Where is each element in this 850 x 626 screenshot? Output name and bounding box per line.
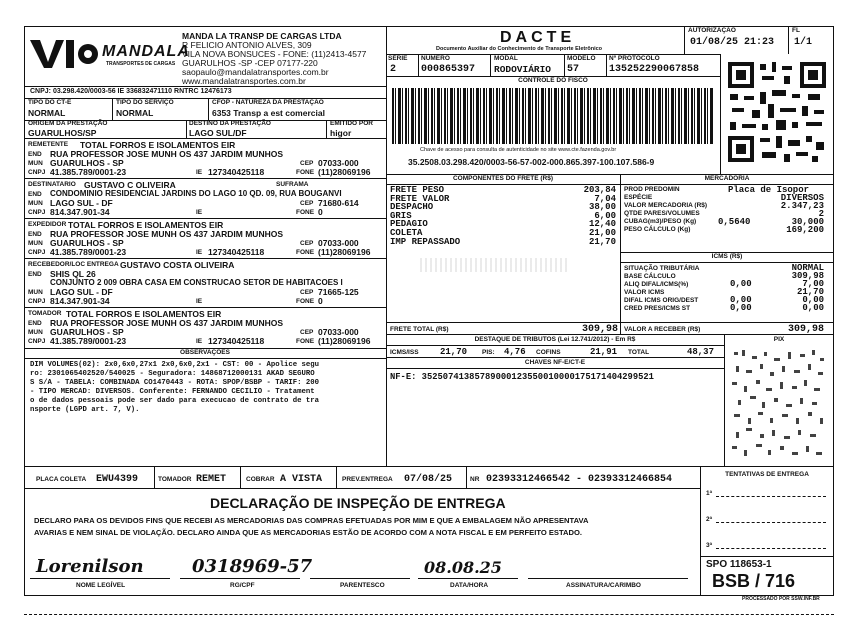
expedidor-end-label: END [28,231,42,238]
expedidor-ie-label: IE [196,249,203,256]
componente-name: FRETE PESO [390,185,445,195]
recebedor-cnpj-label: CNPJ [28,298,46,305]
barcode [392,88,714,144]
declaracao-text1: DECLARO PARA OS DEVIDOS FINS QUE RECEBI AS MERCADORIAS DAS COMPRAS EFETUADAS POR MIM E QUE A EMBALAGEM NÃO APRESENTAVA [34,516,589,525]
icmsiss-value: 21,70 [440,347,468,357]
company-name: MANDA LA TRANSP DE CARGAS LTDA [182,31,342,41]
tentativa-1-line [716,496,826,497]
valor-merc-label: VALOR MERCADORIA (R$) [624,202,708,209]
tipo-cte-label: TIPO DO CT-E [28,99,72,106]
cofins-label: COFINS [536,349,561,356]
tomador-label: TOMADOR [28,310,62,317]
cubag-label: CUBAG(m3)/PESO (Kg) [624,218,697,225]
qtde-label: QTDE PARES/VOLUMES [624,210,700,217]
destinatario-fone: 0 [318,207,323,217]
obs-line: DIM VOLUMES(02): 2x0,6x0,27x1 2x0,6x0,2x1 - CST: 00 - Apolice segu [30,361,320,369]
modal-value: RODOVIÁRIO [494,64,552,75]
expedidor-cep: 07033-000 [318,238,359,248]
origem-value: GUARULHOS/SP [28,128,97,138]
remetente-mun-label: MUN [28,160,43,167]
recebedor-fone: 0 [318,296,323,306]
obs-line: o de dados pessoais pode ser dado para execucao de contrato de tra [30,397,320,405]
especie-label: ESPÉCIE [624,194,653,201]
componente-row [390,220,616,229]
componente-value: 38,00 [588,202,616,213]
tomador-bottom-value: REMET [196,474,227,485]
dacte-subtitle: Documento Auxiliar do Conhecimento de Transporte Eletrônico [436,46,603,52]
numero-value: 000865397 [421,64,476,75]
componente-value: 12,40 [588,219,616,230]
destinatario-fone-label: FONE [296,209,315,216]
cred-label: CRED PRES/ICMS ST [624,305,691,312]
expedidor-cep-label: CEP [300,240,314,247]
recebedor-cep: 71665-125 [318,287,359,297]
obs-line: ro: 2301065402520/540025 - Seguradora: 14868712000131 AKAD SEGURO [30,370,315,378]
qr-code-icon [726,60,828,164]
tomador-name: TOTAL FORROS E ISOLAMENTOS EIR [66,309,222,319]
componente-name: PEDAGIO [390,219,428,230]
faded-stamp [420,258,570,272]
valor-merc-value: 2.347,23 [780,201,824,211]
autorizacao-label: AUTORIZAÇÃO [688,27,736,34]
cfop-value: 6353 Transp a est comercial [212,108,325,118]
recebedor-mun: LAGO SUL - DF [50,287,113,297]
placa-label: PLACA COLETA [36,476,87,483]
prod-label: PROD PREDOMIN [624,186,680,193]
spo-code: SPO 118653-1 [706,559,772,570]
modelo-label: MODELO [567,55,596,62]
rg-cpf-label: RG/CPF [230,582,255,589]
company-address2: VILA NOVA BONSUCES - FONE: (11)2413-4577 [182,49,367,59]
cred1-value: 0,00 [730,303,752,313]
componente-value: 21,00 [588,227,616,238]
tributos-label: DESTAQUE DE TRIBUTOS (Lei 12.741/2012) - Em R$ [474,336,636,343]
serie-value: 2 [390,64,397,75]
destinatario-end: CONDOMINIO RESIDENCIAL JARDINS DO LAGO 10 QD. 09, RUA BOUGANVI [50,189,342,198]
expedidor-mun-label: MUN [28,240,43,247]
prev-entrega-label: PREV.ENTREGA [342,476,393,483]
modelo-value: 57 [567,64,580,75]
tomador-fone: (11)28069196 [318,336,371,346]
nome-legivel-label: NOME LEGÍVEL [76,582,126,589]
expedidor-cnpj: 41.385.789/0001-23 [50,247,127,257]
signature-date: 08.08.25 [424,558,502,577]
base-value: 309,98 [791,271,824,281]
controle-fisco-label: CONTROLE DO FISCO [518,77,588,84]
remetente-end-label: END [28,151,42,158]
recebedor-end2: CONJUNTO 2 009 OBRA CASA EM CONSTRUCAO SETOR DE HABITACOES I [50,278,343,287]
company-email: saopaulo@mandalatransportes.com.br [182,67,329,77]
frete-total-value: 309,98 [581,324,618,335]
expedidor-ie: 127340425118 [208,247,265,257]
componente-row [390,238,616,247]
expedidor-fone: (11)28069196 [318,247,371,257]
obs-line: - TIPO MERCAD: DIVERSOS. Conferente: FERNANDO CECILIO - Tratament [30,388,315,396]
nr-value: 02393312466542 - 02393312466854 [486,474,673,485]
company-site: www.mandalatransportes.com.br [182,76,306,86]
destinatario-cep: 71680-614 [318,198,359,208]
observacoes-text [30,361,386,415]
fl-label: FL [792,27,800,34]
componentes-label: COMPONENTES DO FRETE (R$) [452,175,554,182]
tomador-end: RUA PROFESSOR JOSE MUNH OS 437 JARDIM MUNHOS [50,318,283,328]
cubag-value: 0,5640 [718,217,751,227]
tomador-cnpj: 41.385.789/0001-23 [50,336,127,346]
remetente-fone-label: FONE [296,169,315,176]
data-hora-label: DATA/HORA [450,582,489,589]
logo-text: MANDALA [102,43,190,60]
company-logo [28,36,190,70]
aliq-difal-value: 0,00 [730,279,752,289]
componente-name: GRIS [390,210,412,221]
expedidor-name: TOTAL FORROS E ISOLAMENTOS EIR [68,220,224,230]
pix-qr-icon [730,348,828,462]
difal2-value: 0,00 [802,295,824,305]
tomador-mun: GUARULHOS - SP [50,327,124,337]
destinatario-end-label: END [28,191,42,198]
parentesco-label: PARENTESCO [340,582,385,589]
tributos-total-value: 48,37 [686,347,714,357]
remetente-cep: 07033-000 [318,158,359,168]
tomador-mun-label: MUN [28,329,43,336]
expedidor-end: RUA PROFESSOR JOSE MUNH OS 437 JARDIM MUNHOS [50,229,283,239]
recebedor-label: RECEBEDOR/LOC ENTREGA [28,261,119,268]
cobrar-value: A VISTA [280,474,323,485]
remetente-cnpj: 41.385.789/0001-23 [50,167,127,177]
emitido-label: EMITIDO POR [330,120,373,127]
pix-qr-code [730,348,828,462]
componente-name: FRETE VALOR [390,193,450,204]
chaves-label: CHAVES NF-E/CT-E [524,359,586,366]
prev-entrega-value: 07/08/25 [404,474,453,485]
recebedor-cep-label: CEP [300,289,314,296]
signature-name: Lorenilson [36,556,144,577]
destinatario-name: GUSTAVO C OLIVEIRA [84,180,176,190]
difal1-value: 0,00 [730,295,752,305]
componente-name: IMP REPASSADO [390,236,461,247]
obs-line: S S/A - TABELA: COMBINADA CO1470443 - ROTA: SPOP/BSBP - TARIF: 200 [30,379,320,387]
tributos-total-label: TOTAL [628,349,650,356]
recebedor-cnpj: 814.347.901-34 [50,296,110,306]
destinatario-ie-label: IE [196,209,203,216]
obs-line: nsporte (LGPD art. 7, V). [30,406,140,414]
remetente-ie: 127340425118 [208,167,265,177]
cred2-value: 0,00 [802,303,824,313]
tentativa-3: 3ª [706,542,713,549]
componente-value: 6,00 [594,210,616,221]
recebedor-ie-label: IE [196,298,203,305]
observacoes-label: OBSERVAÇÕES [180,349,230,356]
nfe-key: NF-E: 35250741385789000123550010000175171404299521 [390,372,654,382]
chave-value: 35.2508.03.298.420/0003-56-57-002-000.865.397-100.107.586-9 [408,157,655,167]
tomador-bottom-label: TOMADOR [158,476,192,483]
tipo-servico-label: TIPO DO SERVIÇO [116,99,174,106]
tentativas-label: TENTATIVAS DE ENTREGA [725,471,809,478]
componente-value: 203,84 [583,185,616,195]
componente-row [390,203,616,212]
protocolo-label: Nº PROTOCOLO [609,55,660,62]
destinatario-cnpj-label: CNPJ [28,209,46,216]
destinatario-mun: LAGO SUL - DF [50,198,113,208]
expedidor-cnpj-label: CNPJ [28,249,46,256]
icms-label: ICMS (R$) [711,253,743,260]
icmsiss-label: ICMS/ISS [390,349,419,356]
componente-name: DESPACHO [390,202,434,213]
componentes-list [390,186,616,246]
numero-label: NUMERO [421,55,450,62]
destinatario-mun-label: MUN [28,200,43,207]
company-address1: R FELICIO ANTONIO ALVES, 309 [182,40,312,50]
pis-label: PIS: [482,349,495,356]
tomador-fone-label: FONE [296,338,315,345]
cobrar-label: COBRAR [246,476,275,483]
tentativa-2-line [716,522,826,523]
recebedor-name: GUSTAVO COSTA OLIVEIRA [120,260,235,270]
remetente-end: RUA PROFESSOR JOSE MUNH OS 437 JARDIM MUNHOS [50,149,283,159]
tentativa-1: 1ª [706,490,713,497]
recebedor-end: SHIS QL 26 [50,269,96,279]
expedidor-label: EXPEDIDOR [28,221,67,228]
protocolo-value: 135252290067858 [609,64,700,75]
valor-icms-label: VALOR ICMS [624,289,665,296]
nr-label: NR [470,476,480,483]
especie-value: DIVERSOS [780,193,824,203]
logo-sub: TRANSPORTES DE CARGAS [106,61,176,67]
recebedor-mun-label: MUN [28,289,43,296]
processado-label: PROCESSADO POR SSW.INF.BR [742,596,820,602]
mercadoria-label: MERCADORIA [704,175,750,182]
remetente-ie-label: IE [196,169,203,176]
tomador-cep-label: CEP [300,329,314,336]
dacte-title: DACTE [500,29,576,46]
receber-value: 309,98 [787,324,824,335]
declaracao-text2: AVARIAS E NEM SINAL DE VIOLAÇÃO. DECLARO AINDA QUE AS MERCADORIAS ESTÃO DE ACORDO COM A NOTA FISCAL E EM PERFEITO ESTADO. [34,528,583,537]
difal-label: DIFAL ICMS ORIG/DEST [624,297,699,304]
base-label: BASE CÁLCULO [624,273,676,280]
valor-icms-value: 21,70 [796,287,824,297]
destinatario-cnpj: 814.347.901-34 [50,207,110,217]
assinatura-label: ASSINATURA/CARIMBO [566,582,641,589]
tomador-cep: 07033-000 [318,327,359,337]
remetente-name: TOTAL FORROS E ISOLAMENTOS EIR [80,140,236,150]
remetente-cnpj-label: CNPJ [28,169,46,176]
company-address3: GUARULHOS -SP -CEP 07177-220 [182,58,318,68]
prod-value: Placa de Isopor [728,185,810,195]
pix-label: PIX [773,336,785,343]
cubag-peso-value: 30,000 [791,217,824,227]
recebedor-fone-label: FONE [296,298,315,305]
remetente-label: REMETENTE [28,141,69,148]
emitido-value: higor [330,128,352,138]
pis-value: 4,76 [504,347,526,357]
modal-label: MODAL [494,55,518,62]
componente-value: 21,70 [588,236,616,247]
componente-name: COLETA [390,227,423,238]
situacao-value: NORMAL [791,263,824,273]
destinatario-cep-label: CEP [300,200,314,207]
remetente-mun: GUARULHOS - SP [50,158,124,168]
remetente-fone: (11)28069196 [318,167,371,177]
receber-label: VALOR A RECEBER (R$) [624,326,701,333]
bsb-code: BSB / 716 [712,571,796,591]
frete-total-label: FRETE TOTAL (R$) [390,326,449,333]
chave-label: Chave de acesso para consulta de autenticidade no site www.cte.fazenda.gov.br [420,147,617,153]
destinatario-label: DESTINATARIO [28,181,76,188]
tomador-ie: 127340425118 [208,336,265,346]
qr-code [726,60,828,164]
componente-value: 7,04 [594,193,616,204]
serie-label: SÉRIE [388,55,408,62]
recebedor-end-label: END [28,271,42,278]
placa-value: EWU4399 [96,474,139,485]
peso-calc-label: PESO CÁLCULO (Kg) [624,226,691,233]
peso-calc-value: 169,200 [786,225,824,235]
aliq-value: 7,00 [802,279,824,289]
tentativa-2: 2ª [706,516,713,523]
company-cnpj-line: CNPJ: 03.298.420/0003-56 IE 336832471110 RNTRC 12476173 [30,88,232,95]
qtde-value: 2 [818,209,824,219]
autorizacao-value: 01/08/25 21:23 [690,37,775,48]
destino-label: DESTINO DA PRESTAÇÃO [189,120,271,127]
cut-line [24,614,834,615]
tentativa-3-line [716,548,826,549]
expedidor-fone-label: FONE [296,249,315,256]
destino-value: LAGO SUL/DF [189,128,247,138]
declaracao-title: DECLARAÇÃO DE INSPEÇÃO DE ENTREGA [210,495,506,511]
destinatario-suframa: SUFRAMA [276,181,309,188]
cofins-value: 21,91 [590,347,618,357]
signature-rg: 0318969-57 [192,556,313,577]
tomador-ie-label: IE [196,338,203,345]
cfop-label: CFOP - NATUREZA DA PRESTAÇÃO [212,99,324,106]
expedidor-mun: GUARULHOS - SP [50,238,124,248]
origem-label: ORIGEM DA PRESTAÇÃO [28,120,108,127]
aliq-label: ALIQ DIFAL/ICMS(%) [624,281,689,288]
tipo-cte-value: NORMAL [28,108,66,118]
fl-value: 1/1 [794,37,813,48]
remetente-cep-label: CEP [300,160,314,167]
tomador-end-label: END [28,320,42,327]
tipo-servico-value: NORMAL [116,108,154,118]
tomador-cnpj-label: CNPJ [28,338,46,345]
situacao-label: SITUAÇÃO TRIBUTÁRIA [624,265,700,272]
